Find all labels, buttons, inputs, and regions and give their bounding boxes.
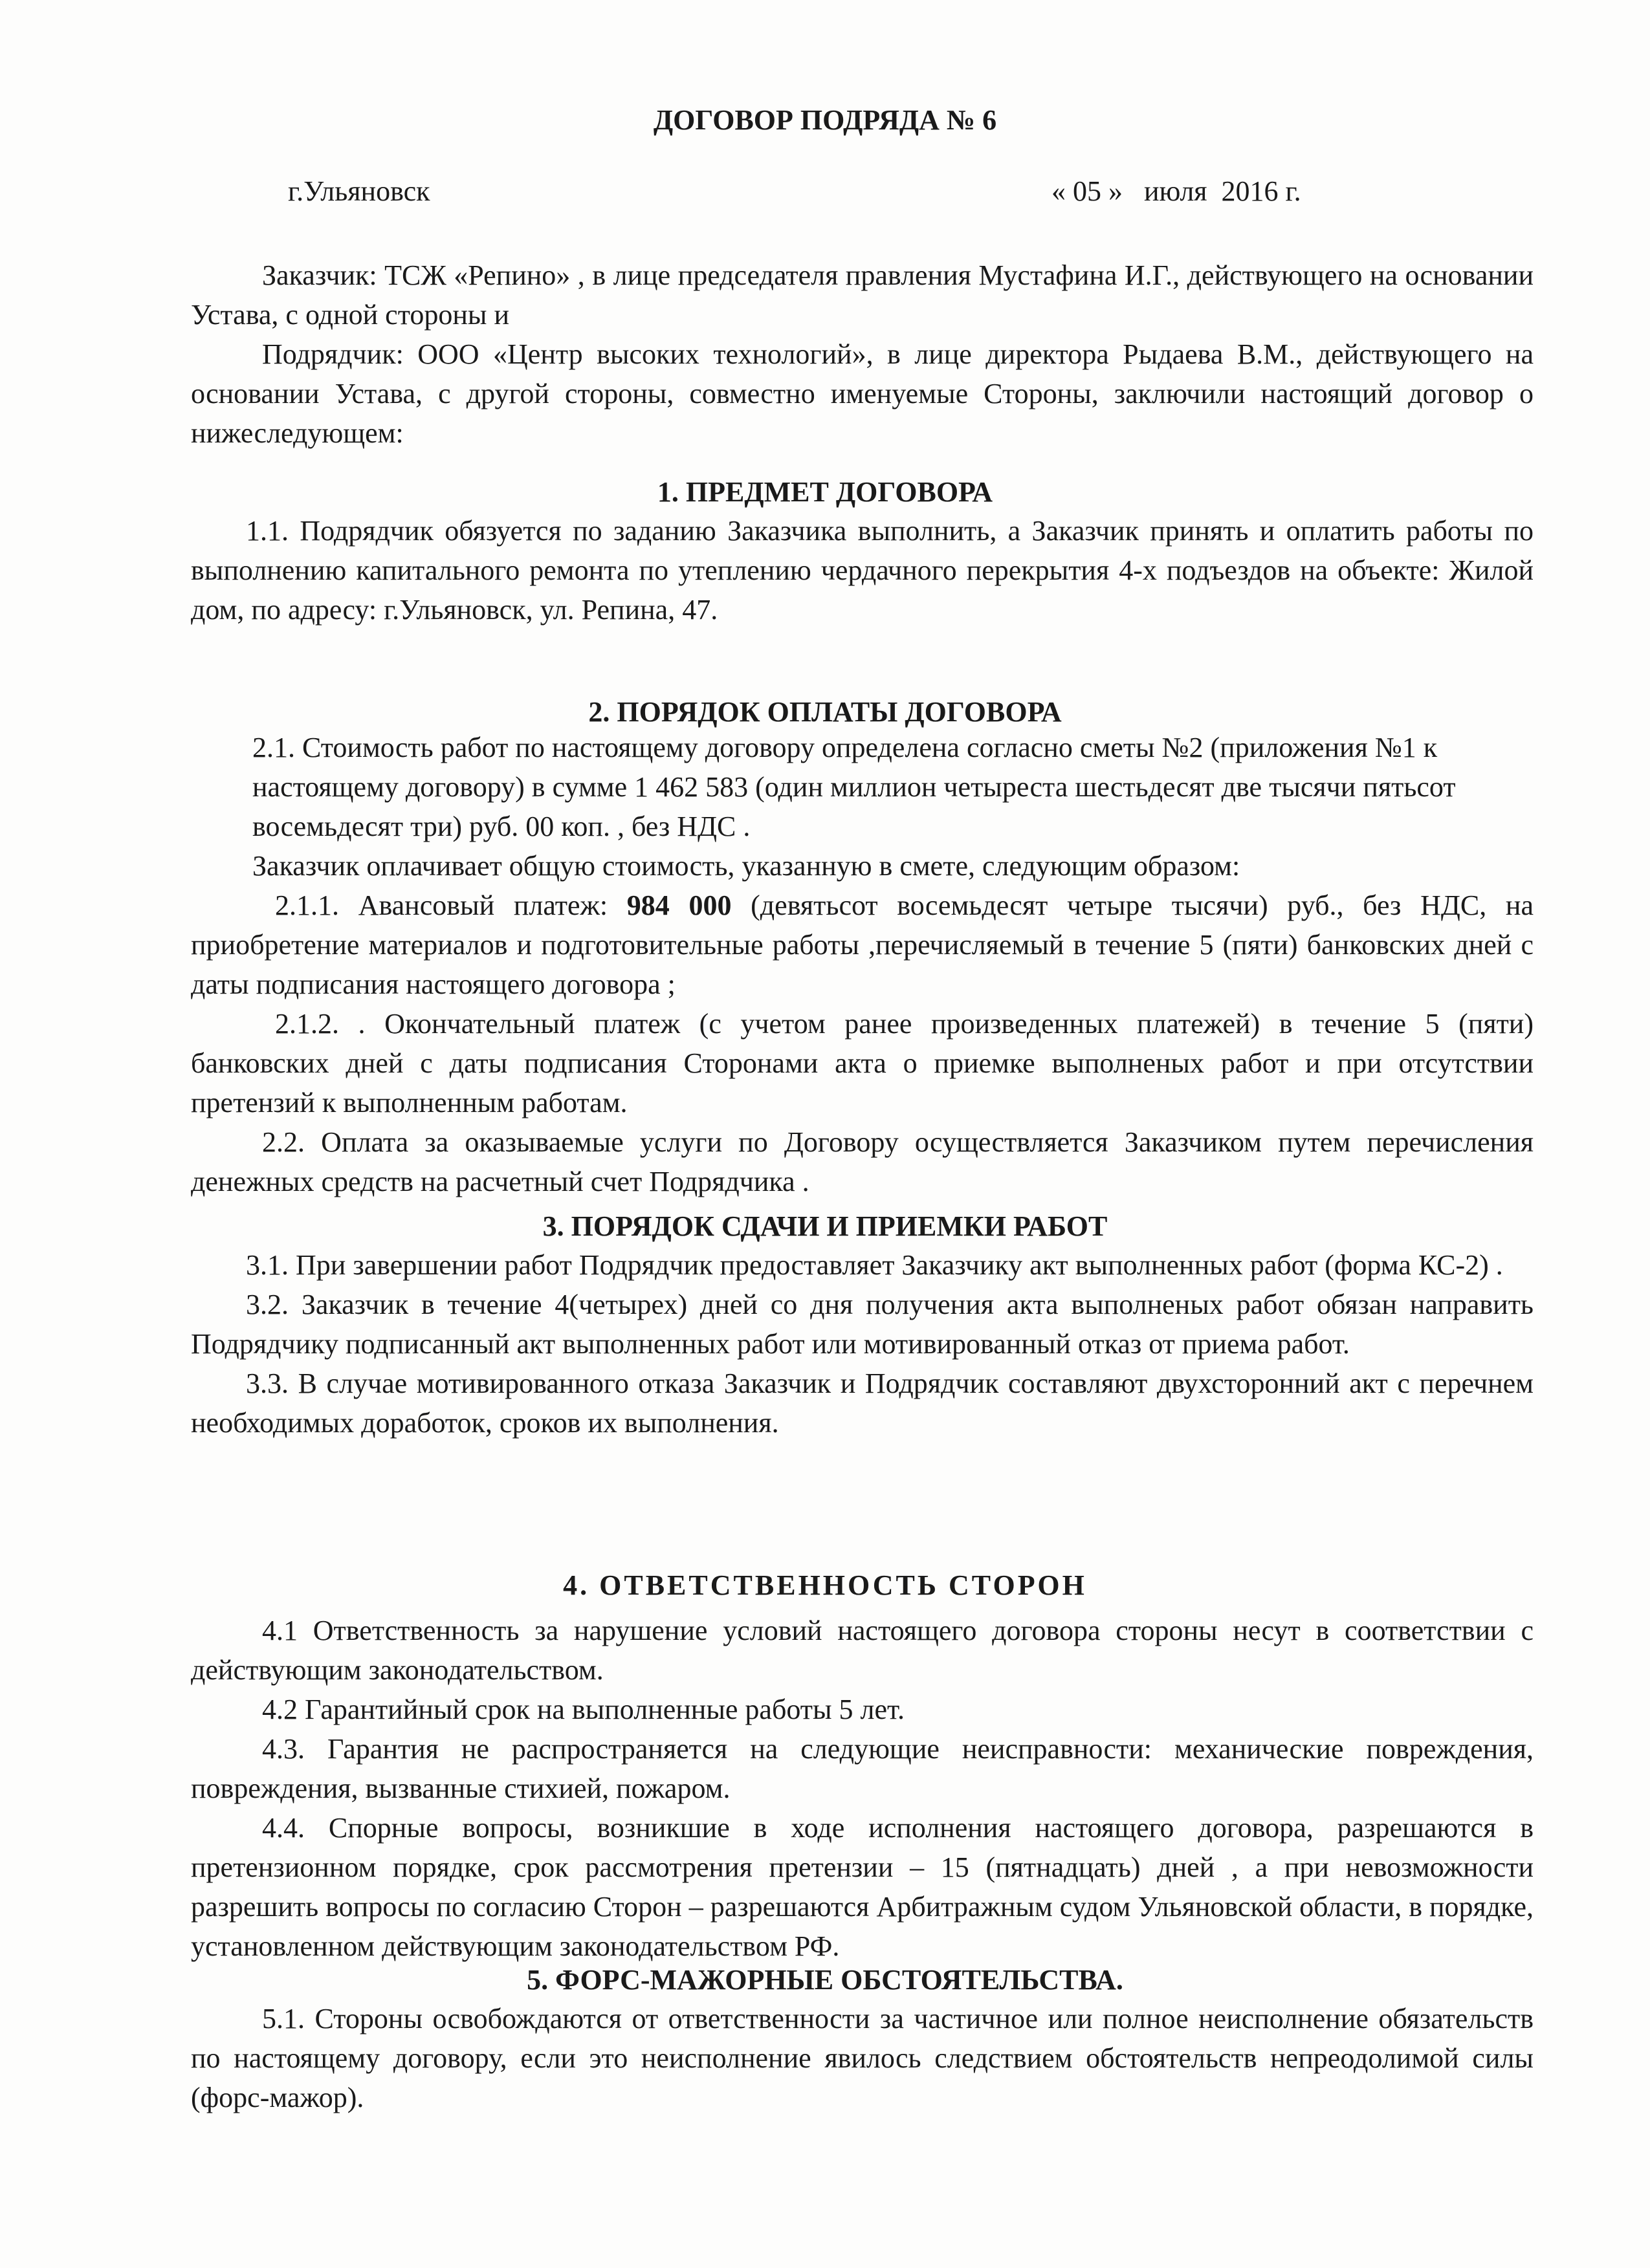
section-2-heading: 2. ПОРЯДОК ОПЛАТЫ ДОГОВОРА [588,696,1062,728]
clause-4-4: 4.4. Спорные вопросы, возникшие в ходе исполнения настоящего договора, разрешаются в претензионном порядке, срок рассмотрения претензии – 15 (пятнадцать) дней , а при невозможности разрешить вопросы по согласию Сторон – разрешаются Арбитражным судом Ульяновской области, в порядке, установленном действующим законодательством РФ. [191,1812,1534,1962]
clause-3-1: 3.1. При завершении работ Подрядчик предоставляет Заказчику акт выполненных работ (форма КС-2) . [246,1249,1503,1281]
clause-4-1: 4.1 Ответственность за нарушение условий настоящего договора стороны несут в соответствии с действующим законодательством. [191,1615,1534,1686]
section-5-heading: 5. ФОРС-МАЖОРНЫЕ ОБСТОЯТЕЛЬСТВА. [527,1964,1123,1996]
preamble-contractor: Подрядчик: ООО «Центр высоких технологий», в лице директора Рыдаева В.М., действующего на основании Устава, с другой стороны, совместно именуемые Стороны, заключили настоящий договор о нижеследующем: [191,338,1534,449]
clause-2-1: 2.1. Стоимость работ по настоящему договору определена согласно сметы №2 (приложения №1 к настоящему договору) в сумме 1 462 583 (один миллион четыреста шестьдесят две тысячи пятьсот восемьдесят три) руб. 00 коп. , без НДС . [252,732,1456,842]
section-4-heading: 4. ОТВЕТСТВЕННОСТЬ СТОРОН [563,1569,1087,1601]
clause-5-1: 5.1. Стороны освобождаются от ответственности за частичное или полное неисполнение обязательств по настоящему договору, если это неисполнение явилось следствием обстоятельств непреодолимой силы (форс-мажор). [191,2003,1534,2113]
section-3-heading: 3. ПОРЯДОК СДАЧИ И ПРИЕМКИ РАБОТ [542,1210,1108,1242]
section-2-body [191,728,1534,1201]
clause-2-1-intro: Заказчик оплачивает общую стоимость, указанную в смете, следующим образом: [252,850,1240,882]
clause-2-1-2: 2.1.2. . Окончательный платеж (с учетом ранее произведенных платежей) в течение 5 (пяти) банковских дней с даты подписания Сторонами акта о приемке выполненых работ и при отсутствии претензий к выполненным работам. [191,1008,1534,1118]
section-1-heading: 1. ПРЕДМЕТ ДОГОВОРА [657,476,993,508]
preamble [191,256,1534,453]
clause-2-1-1 [191,886,1534,1004]
clause-4-3: 4.3. Гарантия не распространяется на следующие неисправности: механические повреждения, повреждения, вызванные стихией, пожаром. [191,1733,1534,1804]
section-1-body [191,511,1534,629]
contract-city: г.Ульяновск [288,175,430,207]
clause-2-1-1-rest: (девятьсот восемьдесят четыре тысячи) руб., без НДС, на приобретение материалов и подготовительные работы ,перечисляемый в течение 5 (пяти) банковских дней с даты подписания настоящего договора ; [191,889,1534,1000]
clause-2-2: 2.2. Оплата за оказываемые услуги по Договору осуществляется Заказчиком путем перечисления денежных средств на расчетный счет Подрядчика . [191,1126,1534,1197]
clause-2-1-1-prefix: 2.1.1. Авансовый платеж: [275,889,627,921]
clause-3-2: 3.2. Заказчик в течение 4(четырех) дней со дня получения акта выполненых работ обязан направить Подрядчику подписанный акт выполненных работ или мотивированный отказ от приема работ. [191,1289,1534,1360]
clause-3-3: 3.3. В случае мотивированного отказа Заказчик и Подрядчик составляют двухсторонний акт с перечнем необходимых доработок, сроков их выполнения. [191,1368,1534,1439]
section-3-body [191,1245,1534,1443]
section-5-body [191,1999,1534,2117]
contract-date: « 05 » июля 2016 г. [1051,175,1301,207]
clause-4-2: 4.2 Гарантийный срок на выполненные работы 5 лет. [262,1694,905,1725]
section-4-body [191,1611,1534,1966]
preamble-customer: Заказчик: ТСЖ «Репино» , в лице председателя правления Мустафина И.Г., действующего на основании Устава, с одной стороны и [191,259,1534,331]
document-title: ДОГОВОР ПОДРЯДА № 6 [653,104,997,136]
advance-amount: 984 000 [626,889,732,921]
clause-1-1: 1.1. Подрядчик обязуется по заданию Заказчика выполнить, а Заказчик принять и оплатить работы по выполнению капитального ремонта по утеплению чердачного перекрытия 4-х подъездов на объекте: Жилой дом, по адресу: г.Ульяновск, ул. Репина, 47. [191,515,1534,626]
